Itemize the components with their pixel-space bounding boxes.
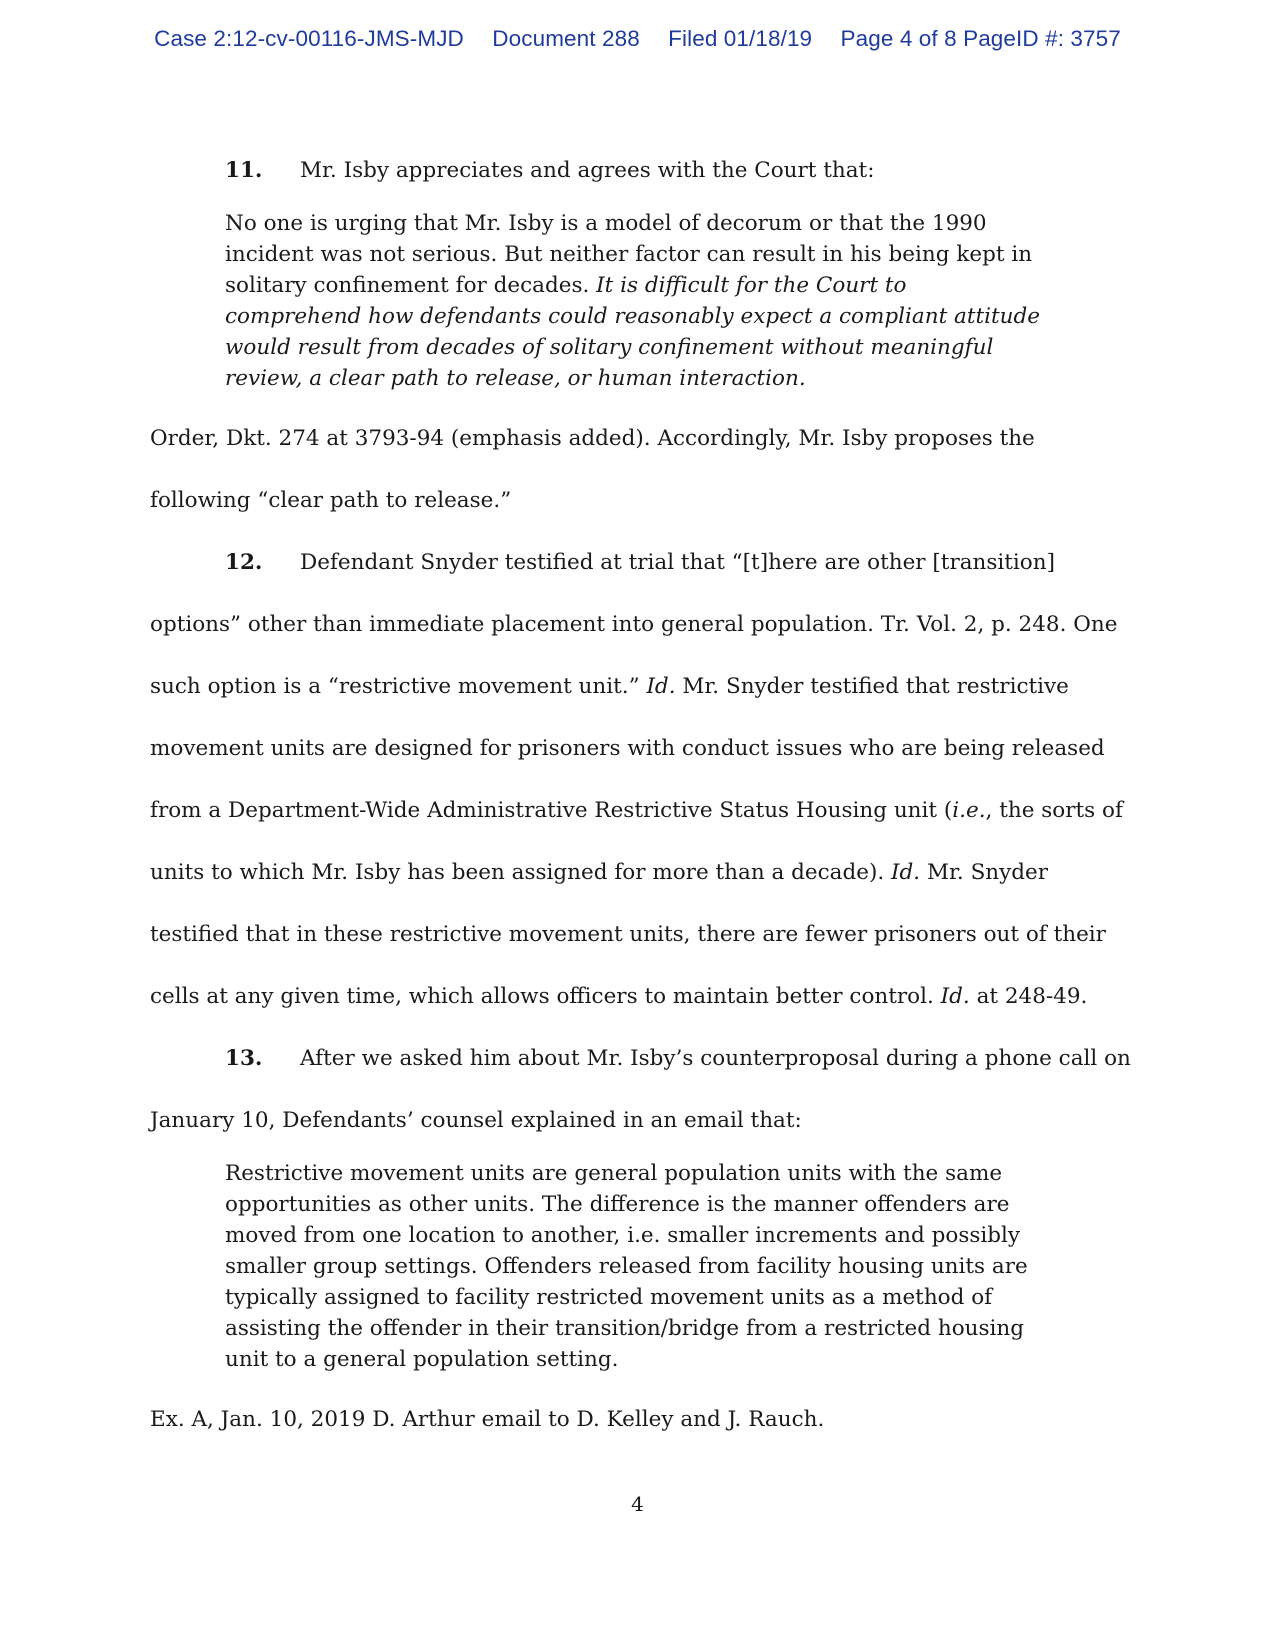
- paragraph-text: Defendant Snyder testified at trial that “[t]here are other [transition] options” other than immediate placement into general population. Tr. Vol. 2, p. 248. One such option is a “restrictive movement unit.”: [150, 550, 1118, 699]
- paragraph-number: 11.: [225, 158, 263, 183]
- page-number: 4: [631, 1492, 644, 1516]
- ecf-header: [0, 26, 1275, 52]
- citation: i.e.: [952, 798, 986, 823]
- paragraph-number: 12.: [225, 550, 263, 575]
- quote-emphasis: It is difficult for the Court to comprehend how defendants could reasonably expect a compliant attitude would result from decades of solitary confinement without meaningful review, a clear path to release, or human interaction.: [225, 273, 1040, 391]
- paragraph-citation: Ex. A, Jan. 10, 2019 D. Arthur email to D. Kelley and J. Rauch.: [150, 1407, 825, 1432]
- paragraph-text: Mr. Isby appreciates and agrees with the Court that:: [300, 158, 875, 183]
- quote-text: No one is urging that Mr. Isby is a model of decorum or that the 1990 incident was not serious. But neither factor can result in his being kept in solitary confinement for decades.: [225, 211, 1033, 298]
- filed-date: Filed 01/18/19: [668, 26, 813, 51]
- citation: Id.: [940, 984, 970, 1009]
- document-number: Document 288: [492, 26, 640, 51]
- paragraph-number: 13.: [225, 1046, 263, 1071]
- paragraph-text: Mr. Snyder testified that in these restrictive movement units, there are fewer prisoners out of their cells at any given time, which allows officers to maintain better control.: [150, 860, 1106, 1009]
- document-body: [150, 140, 1140, 1451]
- paragraph-13: [150, 1028, 1140, 1152]
- paragraph-12: [150, 532, 1140, 1028]
- block-quote-court-order: [225, 202, 1045, 408]
- paragraph-text: at 248-49.: [969, 984, 1088, 1009]
- paragraph-11: [150, 140, 1140, 202]
- paragraph-text: Mr. Snyder testified that restrictive movement units are designed for prisoners with conduct issues who are being released from a Department-Wide Administrative Restrictive Status Housing unit (: [150, 674, 1105, 823]
- paragraph-text: After we asked him about Mr. Isby’s counterproposal during a phone call on January 10, Defendants’ counsel explained in an email that:: [150, 1046, 1131, 1133]
- paragraph-continuation: Order, Dkt. 274 at 3793-94 (emphasis added). Accordingly, Mr. Isby proposes the following “clear path to release.”: [150, 426, 1035, 513]
- page-id: Page 4 of 8 PageID #: 3757: [840, 26, 1121, 51]
- citation: Id.: [891, 860, 921, 885]
- case-number: Case 2:12-cv-00116-JMS-MJD: [154, 26, 464, 51]
- citation: Id.: [646, 674, 676, 699]
- paragraph-text: , the sorts of units to which Mr. Isby has been assigned for more than a decade).: [150, 798, 1123, 885]
- block-quote-email: Restrictive movement units are general population units with the same opportunities as other units. The difference is the manner offenders are moved from one location to another, i.e. smaller increments and possibly smaller group settings. Offenders released from facility housing units are typically assigned to facility restricted movement units as a method of assisting the offender in their transition/bridge from a restricted housing unit to a general population setting.: [225, 1161, 1028, 1372]
